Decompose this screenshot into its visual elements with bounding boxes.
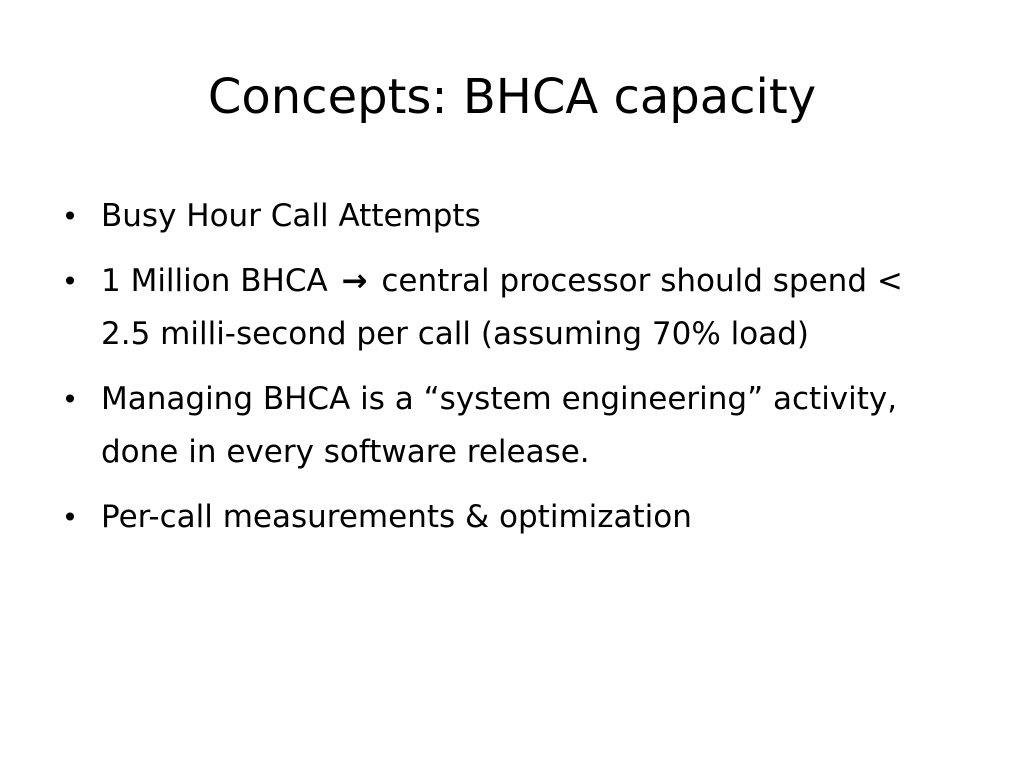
bullet-icon: •	[61, 501, 79, 534]
right-arrow-icon: →	[341, 263, 368, 299]
bullet-icon: •	[61, 200, 79, 233]
bullet-text-after-arrow: central processor should spend < 2.5 milli-second per call (assuming 70% load)	[101, 263, 903, 352]
bullet-icon: •	[61, 383, 79, 416]
slide-title: Concepts: BHCA capacity	[207, 69, 817, 125]
bullet-text: Per-call measurements & optimization	[101, 499, 692, 535]
bullet-text: Busy Hour Call Attempts	[101, 198, 481, 234]
bullet-text: Managing BHCA is a “system engineering” activity, done in every software release.	[101, 381, 898, 470]
bullet-item-million-bhca	[60, 255, 940, 361]
bullet-list	[60, 190, 940, 556]
bullet-icon: •	[61, 265, 79, 298]
bullet-item-busy-hour	[60, 190, 940, 243]
bullet-item-managing-bhca	[60, 373, 940, 479]
bullet-text-before-arrow: 1 Million BHCA	[101, 263, 328, 299]
bullet-item-per-call	[60, 491, 940, 544]
